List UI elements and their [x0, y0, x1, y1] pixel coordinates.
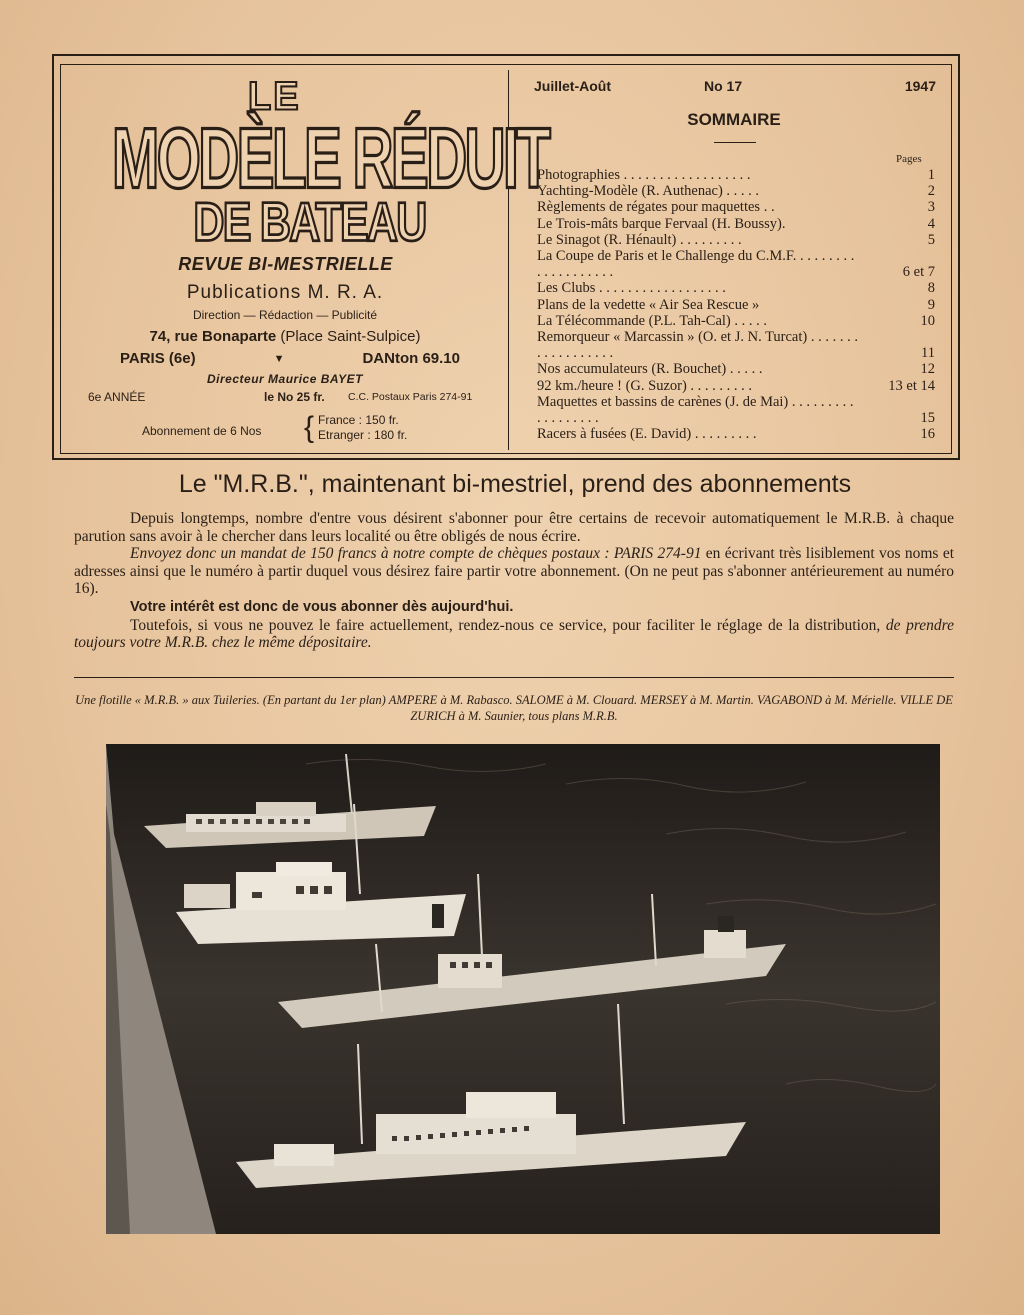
- masthead-phone: DANton 69.10: [362, 350, 460, 367]
- article-headline: Le "M.R.B.", maintenant bi-mestriel, prend des abonnements: [178, 470, 852, 498]
- toc-item: [537, 199, 937, 215]
- masthead-price: le No 25 fr.: [264, 390, 325, 404]
- article-body: [74, 510, 954, 652]
- toc-item: [537, 216, 937, 232]
- masthead-city: PARIS (6e): [120, 350, 196, 367]
- table-of-contents: [537, 167, 937, 442]
- toc-item: [537, 378, 937, 394]
- masthead-title-le: LE: [248, 74, 301, 120]
- masthead-director: Directeur Maurice BAYET: [207, 372, 363, 386]
- toc-page: 12: [920, 361, 935, 378]
- toc-title: Racers à fusées (E. David) . . . . . . . . .: [537, 426, 757, 443]
- toc-title: La Télécommande (P.L. Tah-Cal) . . . . .: [537, 312, 767, 329]
- toc-page: 4: [927, 215, 935, 232]
- article-text: en écrivant très lisiblement vos noms et adresses ainsi que le numéro à partir duquel vous désirez faire partir votre abonnement. (On ne peut pas s'abonner antérieurement au numéro 16).: [74, 545, 955, 598]
- masthead-address: [110, 328, 460, 345]
- sommaire-rule: [714, 142, 756, 143]
- article-paragraph: [74, 617, 954, 652]
- toc-title: Plans de la vedette « Air Sea Rescue »: [537, 296, 760, 313]
- toc-title: Remorqueur « Marcassin » (O. et J. N. Turcat) . . . . . . . . . . . . . . . . . .: [537, 329, 858, 362]
- address-place: (Place Saint-Sulpice): [280, 328, 421, 345]
- toc-item: [537, 167, 937, 183]
- toc-page: 10: [920, 312, 935, 329]
- toc-item: [537, 297, 937, 313]
- sommaire-title: SOMMAIRE: [687, 110, 781, 129]
- article-paragraph: Depuis longtemps, nombre d'entre vous désirent s'abonner pour être certains de recevoir automatiquement le M.R.B. à chaque parution sans avoir à le chercher dans leurs localité ou être obligés de nous écrire.: [74, 510, 954, 545]
- toc-title: Nos accumulateurs (R. Bouchet) . . . . .: [537, 361, 763, 378]
- masthead-direction: Direction — Rédaction — Publicité: [192, 308, 378, 322]
- article-text: Toutefois, si vous ne pouvez le faire actuellement, rendez-nous ce service, pour faciliter le réglage de la distribution,: [130, 616, 886, 634]
- toc-item: [537, 394, 937, 426]
- address-street: 74, rue Bonaparte: [149, 328, 277, 345]
- toc-title: 92 km./heure ! (G. Suzor) . . . . . . . . .: [537, 377, 753, 394]
- masthead-title-sub: DE BATEAU: [193, 191, 426, 253]
- article-paragraph: [74, 598, 954, 617]
- photo-caption: Une flotille « M.R.B. » aux Tuileries. (En partant du 1er plan) AMPERE à M. Rabasco. SALOME à M. Clouard. MERSEY à M. Martin. VAGABOND à M. Mérielle. VILLE DE ZURICH à M. Saunier, tous plans M.R.B.: [75, 693, 953, 723]
- article-italic-text: de prendre toujours votre M.R.B. chez le même dépositaire.: [74, 616, 954, 652]
- issue-number: No 17: [704, 78, 743, 94]
- toc-item: [537, 426, 937, 442]
- pages-header: Pages: [896, 153, 922, 165]
- bullet-icon: ▼: [273, 352, 285, 365]
- toc-item: [537, 183, 937, 199]
- toc-item: [537, 248, 937, 280]
- article-italic-text: Envoyez donc un mandat de 150 francs à notre compte de chèques postaux : PARIS 274-91: [130, 545, 702, 563]
- toc-item: [537, 361, 937, 377]
- masthead-revue: REVUE BI-MESTRIELLE: [178, 254, 393, 274]
- toc-page: 5: [927, 231, 935, 248]
- subscription-label: Abonnement de 6 Nos: [142, 424, 262, 438]
- toc-page: 8: [927, 280, 935, 297]
- section-rule: [74, 677, 954, 678]
- toc-title: Le Trois-mâts barque Fervaal (H. Boussy).: [537, 215, 786, 232]
- issue-year: 1947: [904, 78, 936, 94]
- toc-page: 2: [927, 183, 935, 200]
- toc-title: Photographies . . . . . . . . . . . . . . . . . .: [537, 167, 751, 183]
- toc-page: 16: [920, 426, 935, 443]
- brace-icon: {: [304, 411, 315, 444]
- toc-title: Les Clubs . . . . . . . . . . . . . . . . . .: [537, 280, 726, 297]
- toc-title: Le Sinagot (R. Hénault) . . . . . . . . .: [537, 231, 742, 248]
- toc-page: 11: [921, 345, 935, 362]
- toc-page: 1: [927, 167, 935, 183]
- masthead-publications: Publications M. R. A.: [186, 282, 384, 303]
- toc-item: [537, 329, 937, 361]
- toc-title: La Coupe de Paris et le Challenge du C.M.F. . . . . . . . . . . . . . . . . . . .: [537, 248, 855, 281]
- masthead-annee: 6e ANNÉE: [88, 390, 146, 404]
- toc-title: Règlements de régates pour maquettes . .: [537, 199, 775, 216]
- toc-item: [537, 232, 937, 248]
- toc-title: Maquettes et bassins de carènes (J. de Mai) . . . . . . . . . . . . . . . . . .: [537, 393, 854, 427]
- rate-france: France : 150 fr.: [318, 413, 399, 427]
- article-emphasis: Votre intérêt est donc de vous abonner dès aujourd'hui.: [130, 598, 514, 615]
- issue-period: Juillet-Août: [534, 78, 611, 94]
- photo-model-ships: [106, 744, 940, 1234]
- toc-page: 6 et 7: [902, 264, 935, 281]
- toc-page: 15: [920, 410, 935, 427]
- toc-title: Yachting-Modèle (R. Authenac) . . . . .: [537, 183, 760, 200]
- masthead-city-line: [120, 350, 460, 367]
- toc-page: 13 et 14: [888, 377, 935, 394]
- subscription-rates: [318, 413, 407, 443]
- toc-item: [537, 280, 937, 296]
- toc-page: 9: [927, 296, 935, 313]
- ships-illustration: [106, 744, 940, 1234]
- masthead-title-main: MODÈLE RÉDUIT: [112, 109, 549, 206]
- toc-page: 3: [927, 199, 935, 216]
- rate-etranger: Etranger : 180 fr.: [318, 428, 408, 442]
- toc-item: [537, 313, 937, 329]
- masthead-postal: C.C. Postaux Paris 274-91: [348, 391, 473, 403]
- article-paragraph: [74, 545, 954, 598]
